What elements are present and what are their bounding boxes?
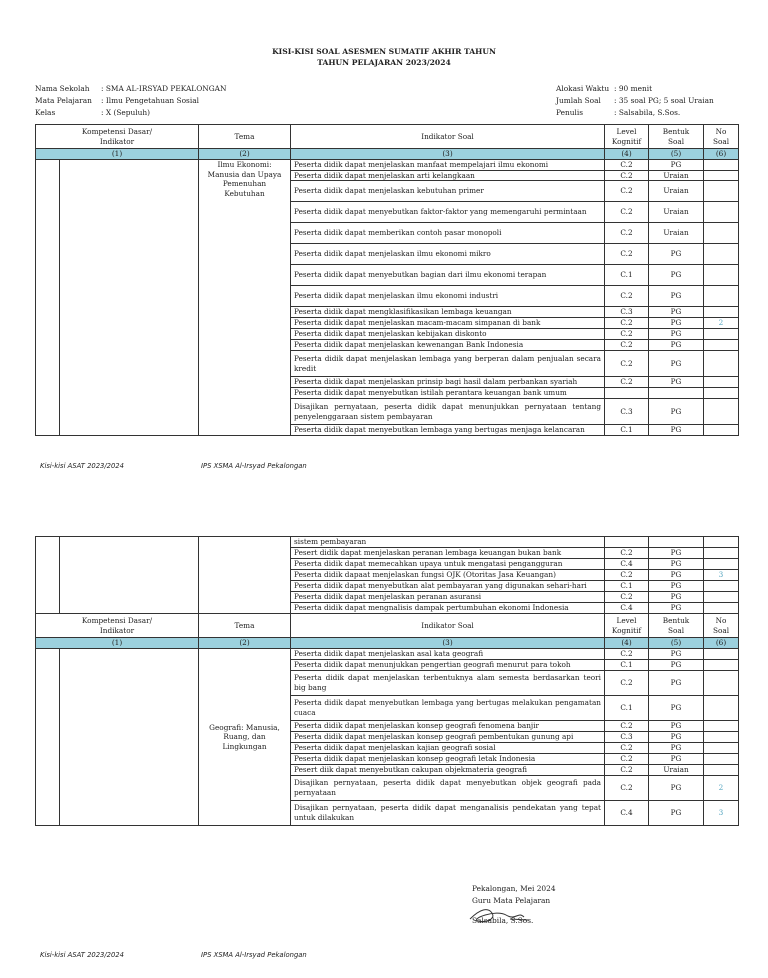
info-value: : Ilmu Pengetahuan Sosial [101, 96, 199, 105]
col-number: (6) [704, 638, 739, 649]
bentuk-cell: PG [649, 801, 704, 826]
level-cell: C.3 [605, 399, 649, 425]
level-cell: C.2 [605, 570, 649, 581]
bentuk-cell: PG [649, 671, 704, 696]
no-soal-cell [704, 696, 739, 721]
info-value: : Salsabila, S.Sos. [614, 108, 681, 117]
level-cell: C.2 [605, 223, 649, 244]
info-label: Mata Pelajaran [35, 96, 92, 105]
bentuk-cell: PG [649, 570, 704, 581]
info-label: Alokasi Waktu [556, 84, 610, 93]
indikator-cell: Peserta didik dapaat menjelaskan fungsi OJK (Otoritas Jasa Keuangan) [291, 570, 605, 581]
level-cell: C.2 [605, 743, 649, 754]
bentuk-cell: PG [649, 318, 704, 329]
tema-line: Kebutuhan [224, 188, 265, 198]
indikator-cell: Peserta didik dapat menyebutkan bagian dari ilmu ekonomi terapan [291, 265, 605, 286]
indikator-cell: Peserta didik dapat menjelaskan kajian geografi sosial [291, 743, 605, 754]
indikator-cell: Peserta didik dapat menjelaskan arti kelangkaan [291, 170, 605, 181]
header-indikator: Indikator Soal [291, 125, 605, 149]
no-soal-cell [704, 388, 739, 399]
bentuk-cell: Uraian [649, 765, 704, 776]
no-soal-cell [704, 202, 739, 223]
level-cell: C.1 [605, 425, 649, 436]
indikator-cell: Peserta didik dapat menjelaskan terbentuknya alam semesta berdasarkan teori big bang [291, 671, 605, 696]
level-cell: C.2 [605, 329, 649, 340]
indikator-cell: Peserta didik dapat menjelaskan konsep geografi fenomena banjir [291, 721, 605, 732]
indikator-cell: Peserta didik dapat menjelaskan manfaat mempelajari ilmu ekonomi [291, 160, 605, 171]
tema-line: Ruang, dan [223, 732, 266, 742]
bentuk-cell: PG [649, 377, 704, 388]
bentuk-cell: PG [649, 399, 704, 425]
col-number: (5) [649, 638, 704, 649]
level-cell: C.2 [605, 318, 649, 329]
empty-cell [36, 160, 60, 436]
header-no: No Soal [704, 125, 739, 149]
info-value: : 90 menit [614, 84, 653, 93]
info-value: : SMA AL-IRSYAD PEKALONGAN [101, 84, 227, 93]
info-row [35, 95, 226, 107]
bentuk-cell: PG [649, 603, 704, 614]
indikator-cell: Disajikan pernyataan, peserta didik dapat menganalisis pendekatan yang tepat untuk dilakukan [291, 801, 605, 826]
signature-place-date: Pekalongan, Mei 2024 [472, 884, 556, 893]
indikator-cell: Peserta didik dapat menjelaskan kewenangan Bank Indonesia [291, 340, 605, 351]
indikator-cell: Pesert didik dapat menjelaskan peranan lembaga keuangan bukan bank [291, 548, 605, 559]
bentuk-cell [649, 388, 704, 399]
indikator-cell: Peserta didik dapat mengnalisis dampak pertumbuhan ekonomi Indonesia [291, 603, 605, 614]
bentuk-cell: PG [649, 696, 704, 721]
indikator-cell: Peserta didik dapat menjelaskan konsep geografi pembentukan gunung api [291, 732, 605, 743]
tema-line: Geografi: Manusia, [209, 722, 280, 732]
level-cell: C.1 [605, 581, 649, 592]
no-soal-cell [704, 603, 739, 614]
no-soal-cell [704, 181, 739, 202]
bentuk-cell: PG [649, 559, 704, 570]
no-soal-cell [704, 170, 739, 181]
no-soal-cell [704, 340, 739, 351]
level-cell: C.4 [605, 559, 649, 570]
level-cell: C.1 [605, 696, 649, 721]
level-cell: C.2 [605, 170, 649, 181]
no-soal-cell [704, 548, 739, 559]
column-number-row [36, 149, 739, 160]
bentuk-cell: PG [649, 743, 704, 754]
info-left [35, 83, 226, 119]
indikator-cell: Peserta didik dapat menjelaskan kebijakan diskonto [291, 329, 605, 340]
no-soal-cell: 2 [704, 318, 739, 329]
info-value: : X (Sepuluh) [101, 108, 151, 117]
col-number: (6) [704, 149, 739, 160]
info-row [556, 107, 714, 119]
tema-line: Pemenuhan [222, 179, 267, 189]
indikator-cell: Peserta didik dapat menjelaskan prinsip bagi hasil dalam perbankan syariah [291, 377, 605, 388]
header-bentuk: Bentuk Soal [649, 125, 704, 149]
info-label: Penulis [556, 108, 584, 117]
no-soal-cell [704, 649, 739, 660]
bentuk-cell [649, 537, 704, 548]
col-number: (3) [291, 638, 605, 649]
level-cell: C.2 [605, 160, 649, 171]
header-kompetensi: Kompetensi Dasar/ Indikator [36, 125, 199, 149]
info-row [556, 95, 714, 107]
no-soal-cell [704, 754, 739, 765]
no-soal-cell [704, 286, 739, 307]
header-row [36, 125, 739, 149]
header-no: No Soal [704, 614, 739, 638]
no-soal-cell [704, 721, 739, 732]
indikator-cell: Peserta didik dapat menunjukkan pengertian geografi menurut para tokoh [291, 660, 605, 671]
footer-right: IPS XSMA Al-Irsyad Pekalongan [201, 462, 307, 470]
header-tema: Tema [199, 125, 291, 149]
bentuk-cell: PG [649, 244, 704, 265]
signature-block [472, 883, 556, 927]
level-cell: C.2 [605, 351, 649, 377]
header-row [36, 614, 739, 638]
title-line-2: TAHUN PELAJARAN 2023/2024 [317, 58, 451, 67]
bentuk-cell: Uraian [649, 223, 704, 244]
bentuk-cell: PG [649, 732, 704, 743]
indikator-cell: sistem pembayaran [291, 537, 605, 548]
info-right [556, 83, 714, 119]
bentuk-cell: PG [649, 286, 704, 307]
indikator-cell: Peserta didik dapat menjelaskan lembaga yang berperan dalam penjualan secara kredit [291, 351, 605, 377]
no-soal-cell [704, 743, 739, 754]
header-bentuk: Bentuk Soal [649, 614, 704, 638]
table-row [36, 649, 739, 660]
table-row [36, 537, 739, 548]
no-soal-cell [704, 160, 739, 171]
footer-left-page2: Kisi-kisi ASAT 2023/2024 [40, 951, 124, 959]
level-cell: C.2 [605, 776, 649, 801]
col-number: (1) [36, 638, 199, 649]
footer-left: Kisi-kisi ASAT 2023/2024 [40, 462, 124, 470]
bentuk-cell: Uraian [649, 170, 704, 181]
level-cell: C.3 [605, 732, 649, 743]
col-number: (4) [605, 638, 649, 649]
signature-scribble [466, 905, 536, 925]
tema-cell [199, 649, 291, 826]
no-soal-cell [704, 329, 739, 340]
indikator-cell: Peserta didik dapat menyebutkan lembaga yang bertugas menjaga kelancaran [291, 425, 605, 436]
tema-line: Manusia dan Upaya [207, 169, 282, 179]
table-row [36, 160, 739, 171]
no-soal-cell: 3 [704, 801, 739, 826]
indikator-cell: Peserta didik dapat memecahkan upaya untuk mengatasi pengangguran [291, 559, 605, 570]
info-label: Kelas [35, 108, 56, 117]
col-number: (4) [605, 149, 649, 160]
kisi-kisi-table-page2 [35, 536, 739, 826]
level-cell: C.2 [605, 754, 649, 765]
bentuk-cell: Uraian [649, 202, 704, 223]
bentuk-cell: PG [649, 351, 704, 377]
level-cell: C.2 [605, 649, 649, 660]
bentuk-cell: PG [649, 307, 704, 318]
kisi-kisi-table-page1 [35, 124, 739, 436]
no-soal-cell [704, 351, 739, 377]
info-row [556, 83, 714, 95]
bentuk-cell: PG [649, 329, 704, 340]
bentuk-cell: PG [649, 721, 704, 732]
kd-cell [60, 537, 199, 614]
level-cell [605, 388, 649, 399]
no-soal-cell [704, 671, 739, 696]
bentuk-cell: PG [649, 265, 704, 286]
level-cell: C.2 [605, 286, 649, 307]
column-number-row [36, 638, 739, 649]
indikator-cell: Peserta didik dapat menjelaskan peranan asuransi [291, 592, 605, 603]
no-soal-cell [704, 425, 739, 436]
header-indikator: Indikator Soal [291, 614, 605, 638]
indikator-cell: Peserta didik dapat menyebutkan faktor-faktor yang memengaruhi permintaan [291, 202, 605, 223]
header-level: Level Kognitif [605, 125, 649, 149]
bentuk-cell: PG [649, 548, 704, 559]
empty-cell [36, 649, 60, 826]
col-number: (3) [291, 149, 605, 160]
empty-cell [36, 537, 60, 614]
info-row [35, 107, 226, 119]
no-soal-cell: 3 [704, 570, 739, 581]
tema-line: Ilmu Ekonomi: [217, 160, 272, 169]
kd-cell [60, 160, 199, 436]
indikator-cell: Peserta didik dapat menyebutkan alat pembayaran yang digunakan sehari-hari [291, 581, 605, 592]
indikator-cell: Peserta didik dapat menjelaskan konsep geografi letak Indonesia [291, 754, 605, 765]
title-line-1: KISI-KISI SOAL ASESMEN SUMATIF AKHIR TAHUN [272, 47, 496, 56]
no-soal-cell [704, 399, 739, 425]
signature-role: Guru Mata Pelajaran [472, 896, 551, 905]
signature-name: Salsabila, S.Sos. [472, 916, 534, 925]
level-cell: C.2 [605, 671, 649, 696]
bentuk-cell: PG [649, 581, 704, 592]
header-tema: Tema [199, 614, 291, 638]
no-soal-cell [704, 223, 739, 244]
indikator-cell: Peserta didik dapat menjelaskan asal kata geografi [291, 649, 605, 660]
no-soal-cell [704, 581, 739, 592]
indikator-cell: Peserta didik dapat menjelaskan macam-macam simpanan di bank [291, 318, 605, 329]
col-number: (2) [199, 638, 291, 649]
indikator-cell: Peserta didik dapat menjelaskan kebutuhan primer [291, 181, 605, 202]
no-soal-cell [704, 377, 739, 388]
level-cell: C.3 [605, 307, 649, 318]
indikator-cell: Peserta didik dapat menjelaskan ilmu ekonomi industri [291, 286, 605, 307]
no-soal-cell [704, 307, 739, 318]
no-soal-cell [704, 559, 739, 570]
info-label: Jumlah Soal [556, 96, 601, 105]
level-cell: C.4 [605, 801, 649, 826]
bentuk-cell: PG [649, 160, 704, 171]
indikator-cell: Pesert diik dapat menyebutkan cakupan objekmateria geografi [291, 765, 605, 776]
level-cell: C.2 [605, 592, 649, 603]
indikator-cell: Peserta didik dapat menjelaskan ilmu ekonomi mikro [291, 244, 605, 265]
no-soal-cell [704, 592, 739, 603]
info-row [35, 83, 226, 95]
no-soal-cell [704, 265, 739, 286]
bentuk-cell: PG [649, 592, 704, 603]
bentuk-cell: Uraian [649, 181, 704, 202]
indikator-cell: Peserta didik dapat memberikan contoh pasar monopoli [291, 223, 605, 244]
indikator-cell: Disajikan pernyataan, peserta didik dapat menunjukkan pernyataan tentang penyelenggaraan sistem pembayaran [291, 399, 605, 425]
indikator-cell: Disajikan pernyataan, peserta didik dapat menyebutkan objek geografi pada pernyataan [291, 776, 605, 801]
level-cell [605, 537, 649, 548]
bentuk-cell: PG [649, 660, 704, 671]
level-cell: C.2 [605, 340, 649, 351]
indikator-cell: Peserta didik dapat menyebutkan lembaga yang bertugas melakukan pengamatan cuaca [291, 696, 605, 721]
col-number: (1) [36, 149, 199, 160]
document-title [0, 46, 768, 68]
bentuk-cell: PG [649, 340, 704, 351]
no-soal-cell [704, 765, 739, 776]
bentuk-cell: PG [649, 776, 704, 801]
footer-right-page2: IPS XSMA Al-Irsyad Pekalongan [201, 951, 307, 959]
tema-line: Lingkungan [222, 741, 267, 751]
header-level: Level Kognitif [605, 614, 649, 638]
level-cell: C.2 [605, 721, 649, 732]
no-soal-cell [704, 660, 739, 671]
level-cell: C.1 [605, 660, 649, 671]
indikator-cell: Peserta didik dapat menyebutkan istilah perantara keuangan bank umum [291, 388, 605, 399]
level-cell: C.2 [605, 548, 649, 559]
no-soal-cell [704, 244, 739, 265]
level-cell: C.2 [605, 765, 649, 776]
info-label: Nama Sekolah [35, 84, 90, 93]
bentuk-cell: PG [649, 754, 704, 765]
tema-cell [199, 537, 291, 614]
no-soal-cell: 2 [704, 776, 739, 801]
bentuk-cell: PG [649, 425, 704, 436]
header-kompetensi: Kompetensi Dasar/ Indikator [36, 614, 199, 638]
kd-cell [60, 649, 199, 826]
no-soal-cell [704, 732, 739, 743]
col-number: (2) [199, 149, 291, 160]
no-soal-cell [704, 537, 739, 548]
tema-cell [199, 160, 291, 436]
bentuk-cell: PG [649, 649, 704, 660]
indikator-cell: Peserta didik dapat mengklasifikasikan lembaga keuangan [291, 307, 605, 318]
level-cell: C.2 [605, 377, 649, 388]
col-number: (5) [649, 149, 704, 160]
level-cell: C.4 [605, 603, 649, 614]
level-cell: C.1 [605, 265, 649, 286]
level-cell: C.2 [605, 181, 649, 202]
level-cell: C.2 [605, 244, 649, 265]
info-value: : 35 soal PG; 5 soal Uraian [614, 96, 714, 105]
level-cell: C.2 [605, 202, 649, 223]
